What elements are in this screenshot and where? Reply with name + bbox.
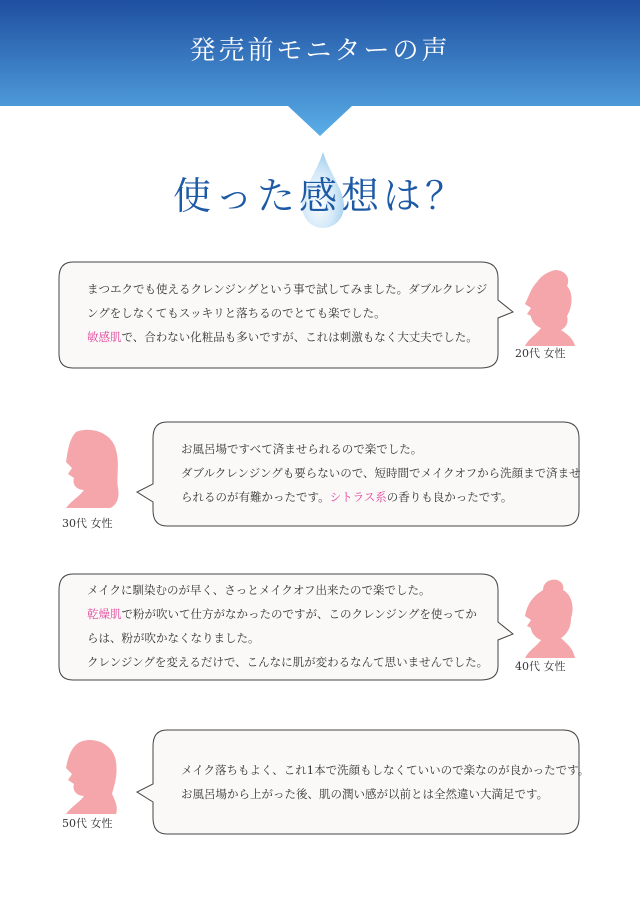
testimonial-bubble-50s (135, 728, 590, 838)
testimonial-text (181, 437, 581, 509)
age-gender-label: 20代 女性 (515, 347, 566, 360)
testimonial-bubble-20s (55, 260, 500, 370)
testimonial-line: ダブルクレンジングも要らないので、短時間でメイクオフから洗顔まで済ませ (181, 466, 581, 480)
testimonial-text (181, 758, 589, 806)
testimonial-line: お風呂場ですべて済ませられるので楽でした。 (181, 442, 423, 456)
age-gender-label: 50代 女性 (62, 817, 113, 830)
woman-updo-silhouette-icon (515, 268, 577, 346)
woman-bob-silhouette-icon (62, 738, 122, 814)
testimonial-line: お風呂場から上がった後、肌の潤い感が以前とは全然違い大満足です。 (181, 787, 549, 801)
testimonial-line: 乾燥肌で粉が吹いて仕方がなかったのですが、このクレンジングを使ってか (87, 607, 477, 621)
testimonial-line: メイクに馴染むのが早く、さっとメイクオフ出来たので楽でした。 (87, 583, 431, 597)
testimonial-line: ングをしなくてもスッキリと落ちるのでとても楽でした。 (87, 306, 386, 320)
testimonial-line: メイク落ちもよく、これ1本で洗顔もしなくていいので楽なのが良かったです。 (181, 763, 590, 777)
testimonial-bubble-30s (135, 420, 585, 530)
age-gender-label: 30代 女性 (62, 517, 113, 530)
header-banner (0, 0, 640, 135)
testimonial-text (87, 277, 487, 349)
section-heading: 使った感想は？ (172, 174, 467, 218)
woman-bun-silhouette-icon (515, 578, 577, 658)
testimonial-line: 敏感肌で、合わない化粧品も多いですが、これは刺激もなく大丈夫でした。 (87, 330, 478, 344)
page-title: 発売前モニターの声 (189, 36, 451, 66)
woman-short-hair-silhouette-icon (62, 428, 122, 508)
testimonial-text (87, 578, 488, 674)
testimonial-line: らは、粉が吹かなくなりました。 (87, 631, 260, 645)
testimonial-line: クレンジングを変えるだけで、こんなに肌が変わるなんて思いませんでした。 (87, 655, 489, 669)
testimonial-line: られるのが有難かったです。シトラス系の香りも良かったです。 (181, 490, 513, 504)
testimonial-bubble-40s (55, 572, 500, 682)
age-gender-label: 40代 女性 (515, 660, 566, 673)
testimonial-line: まつエクでも使えるクレンジングという事で試してみました。ダブルクレンジ (87, 282, 488, 296)
header-background (0, 0, 640, 140)
